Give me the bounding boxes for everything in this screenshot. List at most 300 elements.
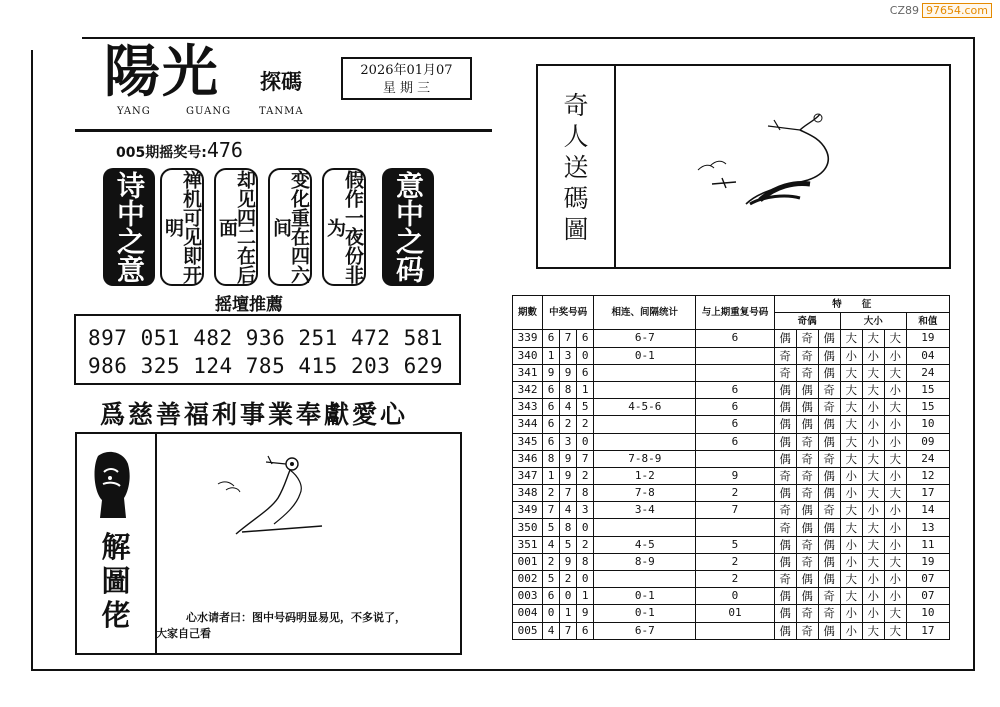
oddeven-cell: 奇 bbox=[774, 467, 796, 484]
table-row bbox=[513, 571, 950, 588]
oddeven-cell: 奇 bbox=[796, 605, 818, 622]
number: 581 bbox=[403, 326, 443, 350]
bigsmall-cell: 大 bbox=[884, 622, 906, 639]
consec-cell bbox=[594, 416, 696, 433]
bigsmall-cell: 大 bbox=[884, 485, 906, 502]
table-row bbox=[513, 399, 950, 416]
sum-cell: 24 bbox=[906, 364, 949, 381]
sum-cell: 19 bbox=[906, 330, 949, 347]
jietu-comment bbox=[156, 610, 456, 642]
oddeven-cell: 偶 bbox=[774, 553, 796, 570]
oddeven-cell: 奇 bbox=[774, 571, 796, 588]
digit-cell: 6 bbox=[543, 330, 560, 347]
consec-cell: 7-8 bbox=[594, 485, 696, 502]
oddeven-cell: 奇 bbox=[818, 605, 840, 622]
bigsmall-cell: 大 bbox=[840, 588, 862, 605]
period-cell: 349 bbox=[513, 502, 543, 519]
consec-cell: 4-5 bbox=[594, 536, 696, 553]
repeat-cell bbox=[696, 347, 774, 364]
digit-cell: 5 bbox=[577, 399, 594, 416]
header-oddeven: 奇偶 bbox=[774, 313, 840, 330]
bigsmall-cell: 大 bbox=[840, 433, 862, 450]
repeat-cell: 6 bbox=[696, 399, 774, 416]
digit-cell: 6 bbox=[543, 399, 560, 416]
comment-line-2: 大家自己看 bbox=[156, 627, 211, 640]
digit-cell: 5 bbox=[560, 536, 577, 553]
number: 325 bbox=[140, 354, 181, 378]
history-body bbox=[513, 330, 950, 639]
bigsmall-cell: 小 bbox=[884, 416, 906, 433]
sum-cell: 07 bbox=[906, 571, 949, 588]
digit-cell: 6 bbox=[577, 330, 594, 347]
oddeven-cell: 偶 bbox=[818, 416, 840, 433]
digit-cell: 4 bbox=[560, 399, 577, 416]
digit-cell: 9 bbox=[560, 553, 577, 570]
digit-cell: 7 bbox=[560, 330, 577, 347]
consec-cell bbox=[594, 433, 696, 450]
comment-line-1: 心水请者曰：图中号码明显易见，不多说了， bbox=[186, 611, 406, 624]
table-row bbox=[513, 330, 950, 347]
bird-sketch-illustration bbox=[690, 108, 840, 213]
oddeven-cell: 偶 bbox=[774, 588, 796, 605]
consec-cell: 0-1 bbox=[594, 588, 696, 605]
oddeven-cell: 奇 bbox=[796, 364, 818, 381]
oddeven-cell: 偶 bbox=[818, 536, 840, 553]
sum-cell: 14 bbox=[906, 502, 949, 519]
table-row bbox=[513, 588, 950, 605]
pinyin-tanma: TANMA bbox=[259, 106, 304, 117]
digit-cell: 2 bbox=[577, 416, 594, 433]
number: 251 bbox=[298, 326, 338, 350]
consec-cell: 1-2 bbox=[594, 467, 696, 484]
bigsmall-cell: 小 bbox=[840, 467, 862, 484]
consec-cell bbox=[594, 571, 696, 588]
digit-cell: 1 bbox=[577, 381, 594, 398]
bigsmall-cell: 小 bbox=[840, 347, 862, 364]
digit-cell: 0 bbox=[577, 519, 594, 536]
draw-result bbox=[116, 138, 243, 162]
bigsmall-cell: 小 bbox=[862, 502, 884, 519]
oddeven-cell: 偶 bbox=[796, 588, 818, 605]
digit-cell: 9 bbox=[560, 450, 577, 467]
digit-cell: 2 bbox=[577, 467, 594, 484]
bigsmall-cell: 小 bbox=[884, 536, 906, 553]
digit-cell: 4 bbox=[560, 502, 577, 519]
weekday: 星 期 三 bbox=[382, 81, 431, 96]
header-sum: 和值 bbox=[906, 313, 949, 330]
digit-cell: 8 bbox=[560, 519, 577, 536]
consec-cell: 6-7 bbox=[594, 330, 696, 347]
oddeven-cell: 偶 bbox=[774, 330, 796, 347]
date-box bbox=[341, 57, 472, 100]
oddeven-cell: 偶 bbox=[774, 399, 796, 416]
table-row bbox=[513, 553, 950, 570]
digit-cell: 2 bbox=[543, 485, 560, 502]
header-rule bbox=[75, 129, 492, 132]
oddeven-cell: 奇 bbox=[818, 399, 840, 416]
sum-cell: 04 bbox=[906, 347, 949, 364]
bigsmall-cell: 大 bbox=[840, 416, 862, 433]
digit-cell: 7 bbox=[560, 485, 577, 502]
digit-cell: 6 bbox=[543, 381, 560, 398]
table-row bbox=[513, 502, 950, 519]
consec-cell bbox=[594, 364, 696, 381]
bigsmall-cell: 大 bbox=[840, 364, 862, 381]
period-cell: 345 bbox=[513, 433, 543, 450]
digit-cell: 0 bbox=[577, 571, 594, 588]
oddeven-cell: 偶 bbox=[818, 553, 840, 570]
poem-right-tag: 意中之码 bbox=[382, 168, 434, 286]
oddeven-cell: 偶 bbox=[818, 467, 840, 484]
oddeven-cell: 偶 bbox=[796, 399, 818, 416]
oddeven-cell: 偶 bbox=[774, 622, 796, 639]
bigsmall-cell: 大 bbox=[862, 519, 884, 536]
qiren-divider bbox=[614, 64, 616, 269]
sum-cell: 15 bbox=[906, 381, 949, 398]
digit-cell: 9 bbox=[543, 364, 560, 381]
oddeven-cell: 偶 bbox=[796, 571, 818, 588]
oddeven-cell: 奇 bbox=[796, 347, 818, 364]
bigsmall-cell: 小 bbox=[862, 605, 884, 622]
digit-cell: 1 bbox=[543, 347, 560, 364]
bigsmall-cell: 大 bbox=[862, 330, 884, 347]
bigsmall-cell: 小 bbox=[862, 347, 884, 364]
header-period: 期數 bbox=[513, 296, 543, 330]
digit-cell: 9 bbox=[560, 467, 577, 484]
sum-cell: 13 bbox=[906, 519, 949, 536]
period-cell: 341 bbox=[513, 364, 543, 381]
period-cell: 005 bbox=[513, 622, 543, 639]
digit-cell: 1 bbox=[577, 588, 594, 605]
consec-cell: 0-1 bbox=[594, 605, 696, 622]
table-row bbox=[513, 347, 950, 364]
header-number: 中奖号码 bbox=[543, 296, 594, 330]
oddeven-cell: 偶 bbox=[818, 485, 840, 502]
table-row bbox=[513, 364, 950, 381]
sketch-illustration bbox=[212, 450, 327, 535]
sum-cell: 10 bbox=[906, 605, 949, 622]
digit-cell: 4 bbox=[543, 536, 560, 553]
sum-cell: 24 bbox=[906, 450, 949, 467]
poem-line-2: 却见四二在后面 bbox=[216, 170, 256, 284]
oddeven-cell: 奇 bbox=[818, 450, 840, 467]
bigsmall-cell: 大 bbox=[884, 605, 906, 622]
oddeven-cell: 偶 bbox=[818, 364, 840, 381]
oddeven-cell: 奇 bbox=[818, 502, 840, 519]
oddeven-cell: 奇 bbox=[774, 347, 796, 364]
digit-cell: 3 bbox=[560, 347, 577, 364]
oddeven-cell: 偶 bbox=[774, 605, 796, 622]
recommend-label: 摇壇推薦 bbox=[215, 295, 283, 315]
table-row bbox=[513, 467, 950, 484]
digit-cell: 0 bbox=[560, 588, 577, 605]
bigsmall-cell: 大 bbox=[884, 553, 906, 570]
bigsmall-cell: 小 bbox=[862, 433, 884, 450]
oddeven-cell: 奇 bbox=[774, 502, 796, 519]
consec-cell: 3-4 bbox=[594, 502, 696, 519]
digit-cell: 4 bbox=[543, 622, 560, 639]
number: 936 bbox=[245, 326, 286, 350]
digit-cell: 3 bbox=[577, 502, 594, 519]
oddeven-cell: 奇 bbox=[796, 330, 818, 347]
period-cell: 004 bbox=[513, 605, 543, 622]
pinyin-yang: YANG bbox=[117, 106, 151, 117]
sum-cell: 07 bbox=[906, 588, 949, 605]
digit-cell: 6 bbox=[577, 364, 594, 381]
consec-cell: 7-8-9 bbox=[594, 450, 696, 467]
oddeven-cell: 奇 bbox=[796, 553, 818, 570]
repeat-cell: 6 bbox=[696, 416, 774, 433]
bigsmall-cell: 小 bbox=[884, 467, 906, 484]
oddeven-cell: 奇 bbox=[796, 467, 818, 484]
digit-cell: 0 bbox=[543, 605, 560, 622]
digit-cell: 6 bbox=[577, 622, 594, 639]
bigsmall-cell: 小 bbox=[862, 588, 884, 605]
digit-cell: 6 bbox=[543, 416, 560, 433]
site-domain[interactable]: 97654.com bbox=[922, 3, 992, 18]
table-row bbox=[513, 433, 950, 450]
header-bigsmall: 大小 bbox=[840, 313, 906, 330]
bigsmall-cell: 大 bbox=[840, 519, 862, 536]
frame-corner-gap bbox=[22, 28, 82, 50]
repeat-cell: 9 bbox=[696, 467, 774, 484]
consec-cell bbox=[594, 519, 696, 536]
oddeven-cell: 偶 bbox=[796, 381, 818, 398]
repeat-cell: 01 bbox=[696, 605, 774, 622]
bigsmall-cell: 小 bbox=[862, 399, 884, 416]
number: 051 bbox=[140, 326, 181, 350]
table-row bbox=[513, 416, 950, 433]
oddeven-cell: 奇 bbox=[796, 433, 818, 450]
bigsmall-cell: 小 bbox=[862, 571, 884, 588]
header-repeat: 与上期重复号码 bbox=[696, 296, 774, 330]
bigsmall-cell: 大 bbox=[840, 571, 862, 588]
bigsmall-cell: 大 bbox=[840, 399, 862, 416]
digit-cell: 2 bbox=[543, 553, 560, 570]
repeat-cell bbox=[696, 622, 774, 639]
bigsmall-cell: 小 bbox=[862, 416, 884, 433]
digit-cell: 8 bbox=[543, 450, 560, 467]
sum-cell: 10 bbox=[906, 416, 949, 433]
digit-cell: 9 bbox=[560, 364, 577, 381]
consec-cell: 4-5-6 bbox=[594, 399, 696, 416]
sum-cell: 17 bbox=[906, 622, 949, 639]
digit-cell: 3 bbox=[560, 433, 577, 450]
oddeven-cell: 偶 bbox=[774, 433, 796, 450]
sum-cell: 15 bbox=[906, 399, 949, 416]
period-cell: 002 bbox=[513, 571, 543, 588]
consec-cell: 6-7 bbox=[594, 622, 696, 639]
period-cell: 346 bbox=[513, 450, 543, 467]
consec-cell: 8-9 bbox=[594, 553, 696, 570]
bigsmall-cell: 小 bbox=[840, 536, 862, 553]
bigsmall-cell: 小 bbox=[884, 433, 906, 450]
bigsmall-cell: 小 bbox=[840, 605, 862, 622]
oddeven-cell: 偶 bbox=[774, 416, 796, 433]
digit-cell: 7 bbox=[577, 450, 594, 467]
digit-cell: 2 bbox=[560, 416, 577, 433]
digit-cell: 0 bbox=[577, 347, 594, 364]
digit-cell: 7 bbox=[543, 502, 560, 519]
qiren-title: 奇人送碼圖 bbox=[563, 91, 589, 244]
oddeven-cell: 偶 bbox=[818, 330, 840, 347]
number: 482 bbox=[193, 326, 233, 350]
digit-cell: 5 bbox=[543, 519, 560, 536]
history-table bbox=[512, 295, 950, 640]
digit-cell: 6 bbox=[543, 588, 560, 605]
bigsmall-cell: 小 bbox=[884, 381, 906, 398]
period-cell: 342 bbox=[513, 381, 543, 398]
bigsmall-cell: 大 bbox=[862, 467, 884, 484]
charity-slogan: 爲慈善福利事業奉獻愛心 bbox=[100, 400, 409, 429]
bigsmall-cell: 大 bbox=[884, 399, 906, 416]
number: 629 bbox=[403, 354, 443, 378]
bigsmall-cell: 小 bbox=[884, 519, 906, 536]
digit-cell: 2 bbox=[577, 536, 594, 553]
period-cell: 340 bbox=[513, 347, 543, 364]
table-row bbox=[513, 519, 950, 536]
sum-cell: 19 bbox=[906, 553, 949, 570]
oddeven-cell: 奇 bbox=[818, 588, 840, 605]
digit-cell: 2 bbox=[560, 571, 577, 588]
poem-line-4: 假作一夜份非为 bbox=[324, 170, 364, 284]
number: 415 bbox=[298, 354, 338, 378]
pinyin-guang: GUANG bbox=[186, 106, 232, 117]
repeat-cell: 0 bbox=[696, 588, 774, 605]
repeat-cell: 6 bbox=[696, 330, 774, 347]
consec-cell: 0-1 bbox=[594, 347, 696, 364]
bigsmall-cell: 大 bbox=[862, 450, 884, 467]
bigsmall-cell: 小 bbox=[884, 347, 906, 364]
number: 124 bbox=[193, 354, 233, 378]
repeat-cell: 2 bbox=[696, 571, 774, 588]
oddeven-cell: 偶 bbox=[796, 502, 818, 519]
table-row bbox=[513, 622, 950, 639]
repeat-cell bbox=[696, 519, 774, 536]
bigsmall-cell: 大 bbox=[862, 381, 884, 398]
table-row bbox=[513, 485, 950, 502]
oddeven-cell: 偶 bbox=[818, 433, 840, 450]
digit-cell: 6 bbox=[543, 433, 560, 450]
numbers-row-1 bbox=[88, 326, 443, 350]
logo-title: 陽光 bbox=[104, 39, 220, 105]
bigsmall-cell: 小 bbox=[884, 502, 906, 519]
bigsmall-cell: 大 bbox=[862, 553, 884, 570]
poem-line-1: 禅机可见即开明 bbox=[162, 170, 202, 284]
period-cell: 339 bbox=[513, 330, 543, 347]
digit-cell: 8 bbox=[577, 485, 594, 502]
sum-cell: 12 bbox=[906, 467, 949, 484]
bigsmall-cell: 大 bbox=[840, 502, 862, 519]
repeat-cell: 2 bbox=[696, 485, 774, 502]
header-consec: 相连、间隔统计 bbox=[594, 296, 696, 330]
digit-cell: 8 bbox=[560, 381, 577, 398]
bigsmall-cell: 小 bbox=[884, 571, 906, 588]
bigsmall-cell: 大 bbox=[840, 381, 862, 398]
period-cell: 351 bbox=[513, 536, 543, 553]
oddeven-cell: 偶 bbox=[774, 536, 796, 553]
digit-cell: 7 bbox=[560, 622, 577, 639]
draw-value: 476 bbox=[206, 138, 243, 162]
bigsmall-cell: 大 bbox=[884, 330, 906, 347]
sum-cell: 11 bbox=[906, 536, 949, 553]
logo-subtitle: 探碼 bbox=[260, 69, 302, 94]
numbers-row-2 bbox=[88, 354, 443, 378]
table-row bbox=[513, 450, 950, 467]
bigsmall-cell: 大 bbox=[884, 450, 906, 467]
sum-cell: 17 bbox=[906, 485, 949, 502]
sum-cell: 09 bbox=[906, 433, 949, 450]
table-row bbox=[513, 381, 950, 398]
digit-cell: 5 bbox=[543, 571, 560, 588]
repeat-cell: 6 bbox=[696, 433, 774, 450]
oddeven-cell: 偶 bbox=[818, 622, 840, 639]
oddeven-cell: 奇 bbox=[796, 536, 818, 553]
site-tag bbox=[890, 3, 992, 18]
repeat-cell: 6 bbox=[696, 381, 774, 398]
portrait-illustration bbox=[88, 448, 134, 522]
bigsmall-cell: 小 bbox=[840, 553, 862, 570]
period-cell: 343 bbox=[513, 399, 543, 416]
oddeven-cell: 偶 bbox=[774, 381, 796, 398]
digit-cell: 9 bbox=[577, 605, 594, 622]
header-feature: 特征 bbox=[774, 296, 949, 313]
oddeven-cell: 偶 bbox=[818, 347, 840, 364]
oddeven-cell: 偶 bbox=[796, 519, 818, 536]
number: 785 bbox=[245, 354, 286, 378]
number: 203 bbox=[350, 354, 391, 378]
oddeven-cell: 奇 bbox=[796, 622, 818, 639]
site-id: CZ89 bbox=[889, 4, 920, 17]
bigsmall-cell: 小 bbox=[884, 588, 906, 605]
number: 897 bbox=[88, 326, 128, 350]
digit-cell: 1 bbox=[560, 605, 577, 622]
repeat-cell: 5 bbox=[696, 536, 774, 553]
bigsmall-cell: 大 bbox=[862, 485, 884, 502]
period-cell: 344 bbox=[513, 416, 543, 433]
oddeven-cell: 偶 bbox=[818, 571, 840, 588]
repeat-cell: 7 bbox=[696, 502, 774, 519]
period-cell: 348 bbox=[513, 485, 543, 502]
poem-line-3: 变化重在四六间 bbox=[270, 170, 310, 284]
oddeven-cell: 奇 bbox=[818, 381, 840, 398]
bigsmall-cell: 小 bbox=[840, 622, 862, 639]
bigsmall-cell: 小 bbox=[840, 485, 862, 502]
oddeven-cell: 奇 bbox=[774, 519, 796, 536]
bigsmall-cell: 大 bbox=[840, 330, 862, 347]
table-row bbox=[513, 605, 950, 622]
consec-cell bbox=[594, 381, 696, 398]
poem-left-tag: 诗中之意 bbox=[103, 168, 155, 286]
bigsmall-cell: 大 bbox=[862, 536, 884, 553]
bigsmall-cell: 大 bbox=[840, 450, 862, 467]
oddeven-cell: 奇 bbox=[774, 364, 796, 381]
repeat-cell: 2 bbox=[696, 553, 774, 570]
number: 986 bbox=[88, 354, 128, 378]
jietu-title: 解圖佬 bbox=[101, 530, 131, 632]
repeat-cell bbox=[696, 364, 774, 381]
bigsmall-cell: 大 bbox=[862, 622, 884, 639]
digit-cell: 0 bbox=[577, 433, 594, 450]
draw-label: 005期摇奖号: bbox=[116, 145, 207, 161]
oddeven-cell: 奇 bbox=[796, 485, 818, 502]
digit-cell: 1 bbox=[543, 467, 560, 484]
bigsmall-cell: 大 bbox=[862, 364, 884, 381]
oddeven-cell: 偶 bbox=[774, 450, 796, 467]
date-value: 2026年01月07 bbox=[360, 63, 453, 78]
period-cell: 001 bbox=[513, 553, 543, 570]
repeat-cell bbox=[696, 450, 774, 467]
